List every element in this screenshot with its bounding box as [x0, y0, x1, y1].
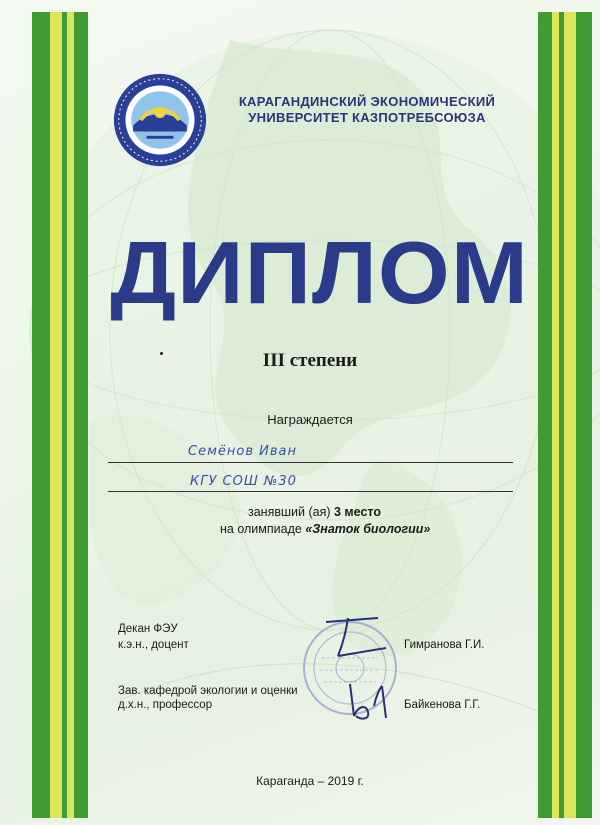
signatory-1-degree: к.э.н., доцент: [118, 639, 189, 651]
awarded-label: Награждается: [267, 412, 353, 427]
right-border-stripe: [552, 12, 559, 818]
placement-prefix: занявший (ая): [248, 505, 331, 519]
placement-place: 3 место: [334, 505, 382, 519]
signatory-1-role: Декан ФЭУ: [118, 623, 178, 635]
left-border-stripe: [67, 12, 74, 818]
left-border-stripe: [74, 12, 88, 818]
recipient-name-line: [108, 462, 513, 463]
left-border-stripe: [32, 12, 50, 818]
university-logo-seal: [112, 72, 208, 168]
university-name-line1: КАРАГАНДИНСКИЙ ЭКОНОМИЧЕСКИЙ: [238, 94, 496, 109]
place-and-year: Караганда – 2019 г.: [256, 774, 364, 788]
signatory-2-degree: д.х.н., профессор: [118, 699, 213, 711]
olympiad-prefix: на олимпиаде: [220, 522, 302, 536]
signatory-2-role: Зав. кафедрой экологии и оценки: [118, 685, 298, 697]
recipient-school: КГУ СОШ №30: [190, 474, 297, 489]
recipient-name: Семёнов Иван: [188, 444, 297, 459]
placement-text: [220, 504, 440, 538]
signature-2: [340, 676, 400, 726]
diploma-degree: III степени: [262, 350, 358, 371]
right-border-stripe: [564, 12, 576, 818]
signature-1: [318, 612, 398, 662]
signatory-2-name: Байкенова Г.Г.: [404, 699, 481, 711]
ink-speck: [160, 352, 163, 355]
signatory-1-name: Гимранова Г.И.: [404, 639, 485, 651]
right-border-stripe: [538, 12, 552, 818]
university-name: [222, 94, 512, 126]
left-border-stripe: [50, 12, 62, 818]
recipient-school-line: [108, 491, 513, 492]
olympiad-name: «Знаток биологии»: [305, 522, 431, 536]
right-border-stripe: [576, 12, 592, 818]
diploma-title: ДИПЛОМ: [110, 223, 529, 322]
university-name-line2: УНИВЕРСИТЕТ КАЗПОТРЕБСОЮЗА: [248, 110, 486, 125]
